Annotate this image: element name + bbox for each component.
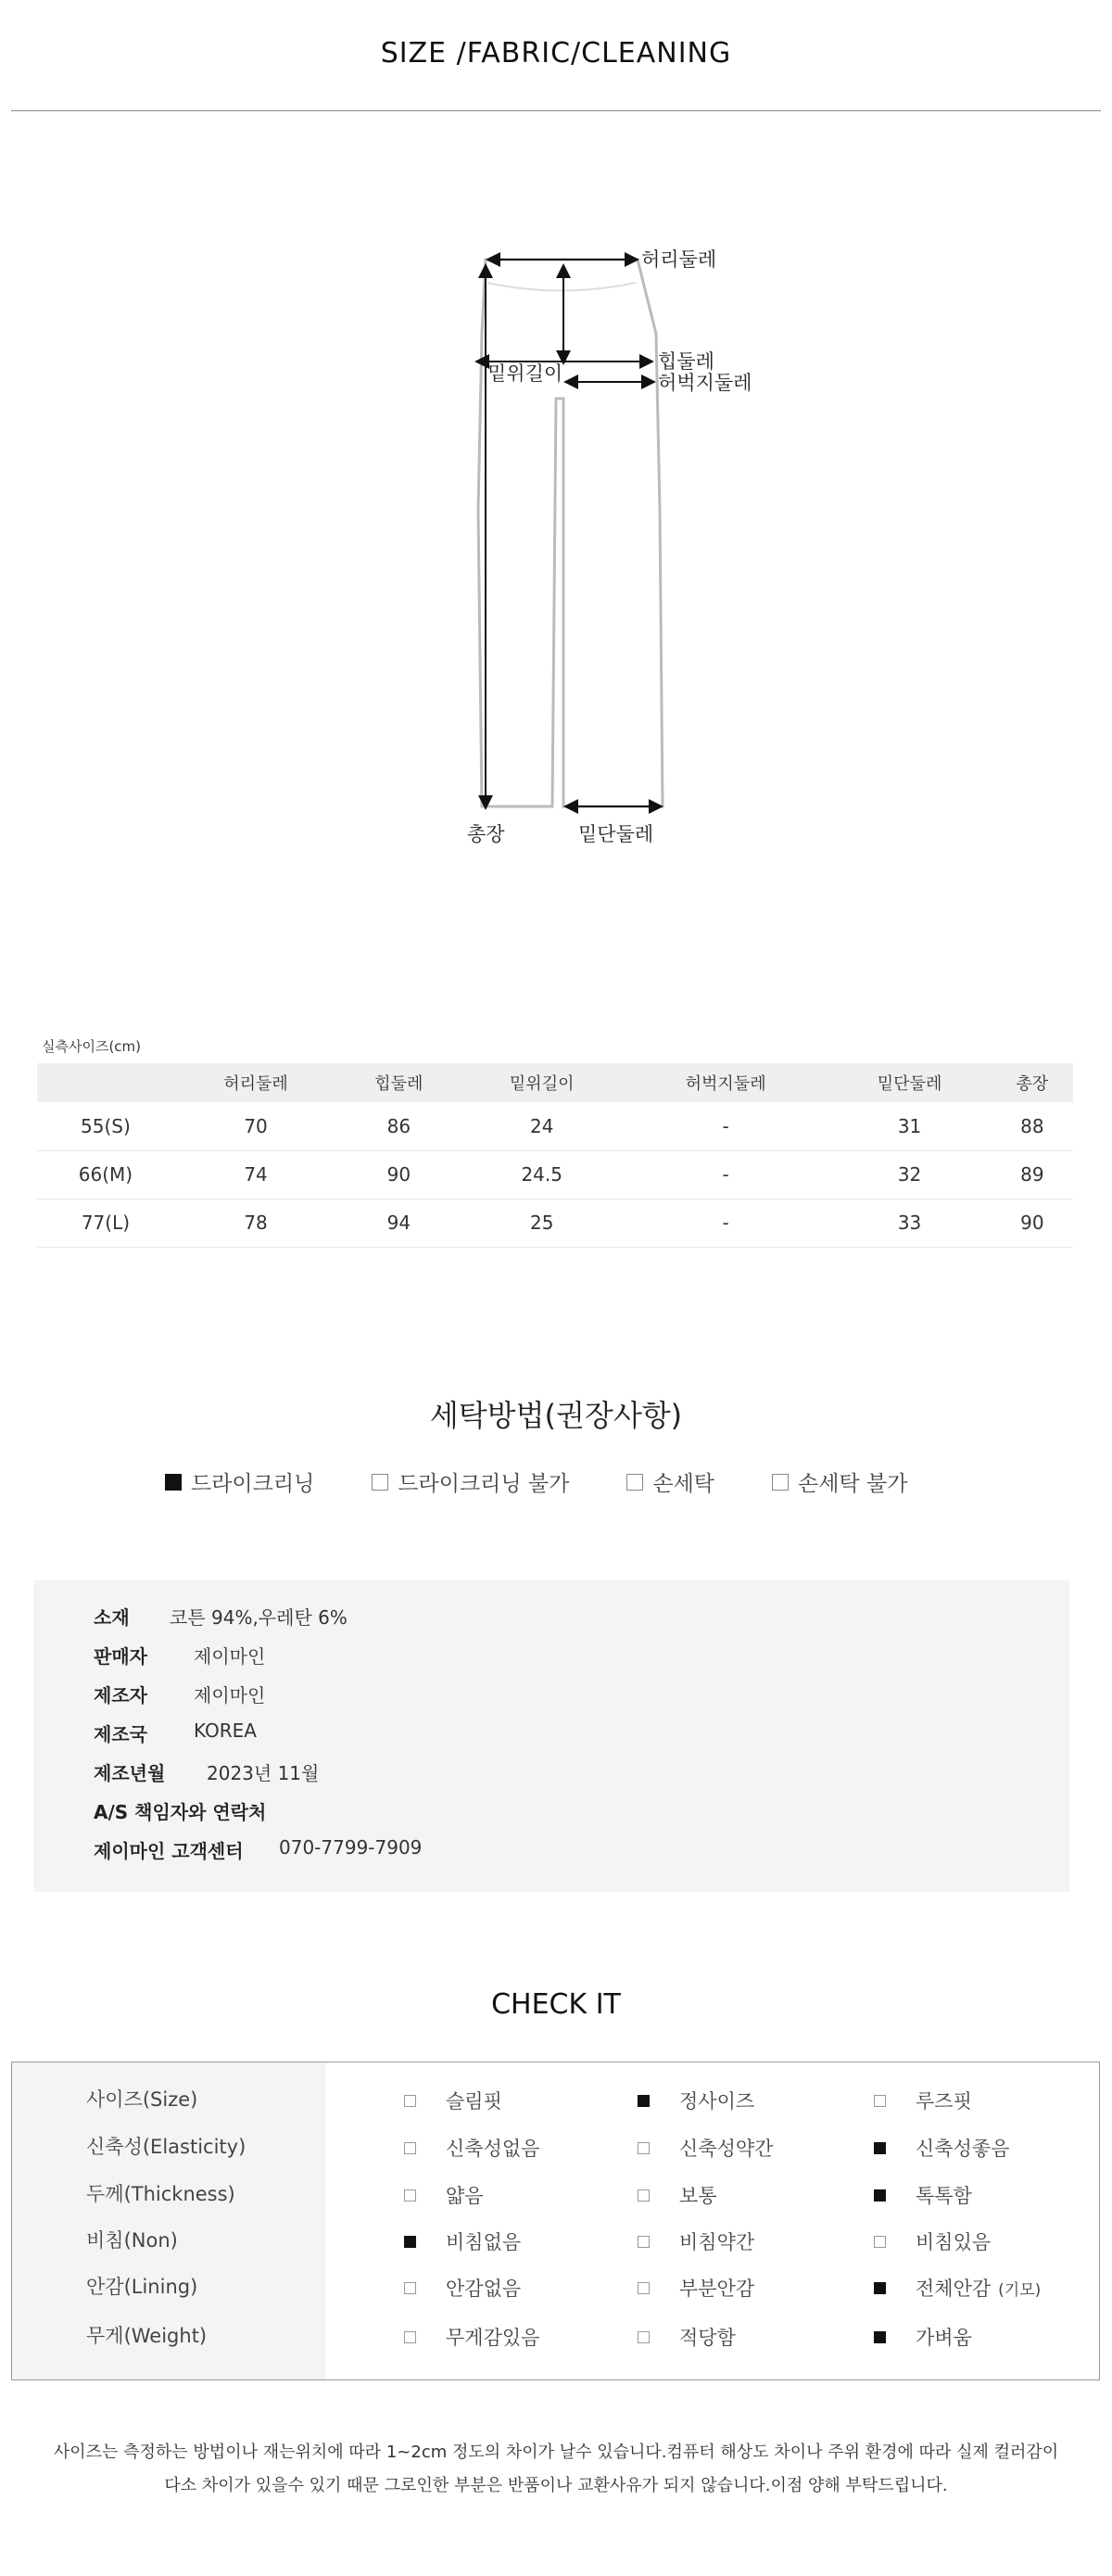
table-cell: 90 bbox=[992, 1199, 1073, 1247]
info-center bbox=[94, 1836, 422, 1863]
info-value: 070-7799-7909 bbox=[279, 1836, 423, 1859]
check-option-label: 무게감있음 bbox=[446, 2327, 540, 2349]
info-key: 제조국 bbox=[94, 1723, 147, 1745]
wash-option-hand-wash bbox=[626, 1466, 714, 1497]
page-title: SIZE /FABRIC/CLEANING bbox=[380, 37, 732, 70]
table-cell: 24 bbox=[461, 1102, 624, 1150]
check-option bbox=[404, 2181, 484, 2209]
table-cell: 94 bbox=[337, 1199, 460, 1247]
table-cell: 66(M) bbox=[37, 1150, 174, 1199]
check-option bbox=[874, 2181, 972, 2209]
check-option-label: 얇음 bbox=[446, 2185, 484, 2207]
table-cell: 74 bbox=[174, 1150, 337, 1199]
checked-box-icon bbox=[874, 2282, 886, 2294]
table-cell: 78 bbox=[174, 1199, 337, 1247]
label-rise: 밑위길이 bbox=[487, 362, 563, 385]
table-cell: 90 bbox=[337, 1150, 460, 1199]
table-cell: 33 bbox=[828, 1199, 991, 1247]
label-hem: 밑단둘레 bbox=[578, 823, 654, 845]
check-row-label: 안감(Lining) bbox=[86, 2276, 198, 2298]
check-it-table bbox=[11, 2062, 1100, 2380]
checked-box-icon bbox=[874, 2331, 886, 2343]
unchecked-box-icon bbox=[638, 2142, 650, 2154]
check-option-label: 부분안감 bbox=[679, 2278, 755, 2300]
check-option-label: 전체안감 bbox=[916, 2278, 992, 2300]
header-cell: 총장 bbox=[992, 1063, 1073, 1102]
footer-note-line: 다소 차이가 있을수 있기 때문 그로인한 부분은 반품이나 교환사유가 되지 않습니다.이점 양해 부탁드립니다. bbox=[164, 2476, 948, 2495]
unchecked-box-icon bbox=[772, 1474, 789, 1491]
check-row bbox=[12, 2170, 1099, 2216]
wash-option-label: 드라이크리닝 bbox=[191, 1472, 315, 1496]
info-value: KOREA bbox=[194, 1719, 257, 1742]
info-date bbox=[94, 1758, 319, 1785]
check-option bbox=[638, 2181, 717, 2209]
header-cell: 힙둘레 bbox=[337, 1063, 460, 1102]
check-option-label: 보통 bbox=[679, 2185, 717, 2207]
header-cell: 허벅지둘레 bbox=[624, 1063, 828, 1102]
table-cell: 55(S) bbox=[37, 1102, 174, 1150]
header-cell bbox=[37, 1063, 174, 1102]
check-option-label: 비침있음 bbox=[916, 2231, 992, 2253]
unchecked-box-icon bbox=[372, 1474, 388, 1491]
unchecked-box-icon bbox=[626, 1474, 643, 1491]
check-row bbox=[12, 2312, 1099, 2358]
pants-outline bbox=[478, 260, 663, 806]
check-option bbox=[404, 2323, 539, 2351]
check-option bbox=[874, 2087, 972, 2114]
wash-option-no-dry-clean bbox=[372, 1466, 569, 1497]
table-cell: 32 bbox=[828, 1150, 991, 1199]
info-maker bbox=[94, 1681, 265, 1707]
check-option bbox=[638, 2323, 736, 2351]
table-row bbox=[37, 1150, 1073, 1199]
check-option-label: 신축성약간 bbox=[679, 2138, 774, 2160]
checked-box-icon bbox=[165, 1474, 182, 1491]
check-option bbox=[874, 2274, 1041, 2302]
wash-option-label: 손세탁 불가 bbox=[798, 1472, 908, 1496]
footer-note-line: 사이즈는 측정하는 방법이나 재는위치에 따라 1~2cm 정도의 차이가 날수 있습니다.컴퓨터 해상도 차이나 주위 환경에 따라 실제 컬러감이 bbox=[53, 2443, 1059, 2462]
info-key: A/S 책임자와 연락처 bbox=[94, 1801, 267, 1823]
info-as bbox=[94, 1797, 266, 1824]
check-option-label: 정사이즈 bbox=[679, 2090, 755, 2113]
unchecked-box-icon bbox=[874, 2236, 886, 2248]
checked-box-icon bbox=[874, 2142, 886, 2154]
check-option-label: 비침약간 bbox=[679, 2231, 755, 2253]
check-row-label: 사이즈(Size) bbox=[86, 2088, 198, 2111]
wash-option-no-hand-wash bbox=[772, 1466, 907, 1497]
wash-option-dry-clean bbox=[165, 1466, 314, 1497]
check-row-label: 무게(Weight) bbox=[86, 2325, 208, 2347]
check-option bbox=[638, 2227, 754, 2255]
check-option-label: 가벼움 bbox=[916, 2327, 972, 2349]
footer-note bbox=[0, 2436, 1112, 2503]
table-cell: 86 bbox=[337, 1102, 460, 1150]
info-key: 판매자 bbox=[94, 1645, 147, 1668]
unchecked-box-icon bbox=[404, 2142, 416, 2154]
check-option bbox=[404, 2134, 539, 2162]
check-option bbox=[638, 2134, 773, 2162]
check-option bbox=[404, 2274, 521, 2302]
info-key: 제조자 bbox=[94, 1684, 147, 1707]
check-row-label: 비침(Non) bbox=[86, 2229, 178, 2252]
check-option bbox=[404, 2227, 521, 2255]
check-option bbox=[638, 2087, 754, 2114]
size-table-caption: 실측사이즈(cm) bbox=[42, 1038, 142, 1055]
wash-option-label: 손세탁 bbox=[652, 1472, 715, 1496]
unchecked-box-icon bbox=[874, 2095, 886, 2107]
header-cell: 허리둘레 bbox=[174, 1063, 337, 1102]
checked-box-icon bbox=[404, 2236, 416, 2248]
info-key: 제이마인 고객센터 bbox=[94, 1840, 244, 1862]
unchecked-box-icon bbox=[638, 2236, 650, 2248]
checked-box-icon bbox=[874, 2189, 886, 2202]
size-table bbox=[37, 1063, 1073, 1248]
size-table-header bbox=[37, 1063, 1073, 1102]
check-option-note: (기모) bbox=[998, 2280, 1042, 2300]
info-seller bbox=[94, 1642, 265, 1669]
check-option-label: 비침없음 bbox=[446, 2231, 522, 2253]
table-row bbox=[37, 1199, 1073, 1247]
label-hip: 힙둘레 bbox=[658, 350, 714, 373]
pants-size-diagram bbox=[426, 232, 778, 862]
washing-options bbox=[165, 1466, 965, 1497]
table-cell: 70 bbox=[174, 1102, 337, 1150]
check-option bbox=[874, 2134, 1009, 2162]
unchecked-box-icon bbox=[404, 2331, 416, 2343]
table-row bbox=[37, 1102, 1073, 1150]
check-option-label: 슬림핏 bbox=[446, 2090, 502, 2113]
info-value: 제이마인 bbox=[194, 1684, 266, 1707]
info-value: 제이마인 bbox=[194, 1645, 266, 1668]
check-row bbox=[12, 2123, 1099, 2169]
unchecked-box-icon bbox=[404, 2189, 416, 2202]
wash-option-label: 드라이크리닝 불가 bbox=[398, 1472, 570, 1496]
label-length: 총장 bbox=[467, 823, 505, 845]
label-thigh: 허벅지둘레 bbox=[658, 372, 752, 394]
check-row-label: 신축성(Elasticity) bbox=[86, 2136, 246, 2158]
header-cell: 밑위길이 bbox=[461, 1063, 624, 1102]
table-cell: 77(L) bbox=[37, 1199, 174, 1247]
info-value: 코튼 94%,우레탄 6% bbox=[170, 1606, 348, 1629]
info-country bbox=[94, 1719, 257, 1746]
unchecked-box-icon bbox=[638, 2282, 650, 2294]
check-option-label: 안감없음 bbox=[446, 2278, 522, 2300]
header-cell: 밑단둘레 bbox=[828, 1063, 991, 1102]
unchecked-box-icon bbox=[404, 2282, 416, 2294]
table-cell: 88 bbox=[992, 1102, 1073, 1150]
check-it-title: CHECK IT bbox=[491, 1988, 621, 2021]
unchecked-box-icon bbox=[638, 2189, 650, 2202]
check-row bbox=[12, 2075, 1099, 2122]
check-row-label: 두께(Thickness) bbox=[86, 2183, 235, 2205]
info-value: 2023년 11월 bbox=[207, 1762, 320, 1784]
check-row bbox=[12, 2216, 1099, 2263]
divider bbox=[11, 110, 1101, 111]
washing-title: 세탁방법(권장사항) bbox=[429, 1398, 683, 1433]
check-option-label: 신축성좋음 bbox=[916, 2138, 1010, 2160]
check-option-label: 톡톡함 bbox=[916, 2185, 972, 2207]
info-key: 제조년월 bbox=[94, 1762, 166, 1784]
table-cell: - bbox=[624, 1150, 828, 1199]
check-option bbox=[638, 2274, 754, 2302]
unchecked-box-icon bbox=[638, 2331, 650, 2343]
info-key: 소재 bbox=[94, 1606, 130, 1629]
table-cell: 89 bbox=[992, 1150, 1073, 1199]
check-row bbox=[12, 2263, 1099, 2309]
table-cell: - bbox=[624, 1102, 828, 1150]
check-option-label: 신축성없음 bbox=[446, 2138, 540, 2160]
table-cell: 24.5 bbox=[461, 1150, 624, 1199]
table-cell: 31 bbox=[828, 1102, 991, 1150]
table-cell: - bbox=[624, 1199, 828, 1247]
check-option bbox=[874, 2323, 972, 2351]
check-option-label: 적당함 bbox=[679, 2327, 736, 2349]
check-option bbox=[404, 2087, 502, 2114]
table-cell: 25 bbox=[461, 1199, 624, 1247]
unchecked-box-icon bbox=[404, 2095, 416, 2107]
checked-box-icon bbox=[638, 2095, 650, 2107]
label-waist: 허리둘레 bbox=[641, 248, 717, 271]
check-option-label: 루즈핏 bbox=[916, 2090, 972, 2113]
check-option bbox=[874, 2227, 991, 2255]
info-material bbox=[94, 1603, 348, 1630]
product-info-box bbox=[33, 1580, 1069, 1892]
